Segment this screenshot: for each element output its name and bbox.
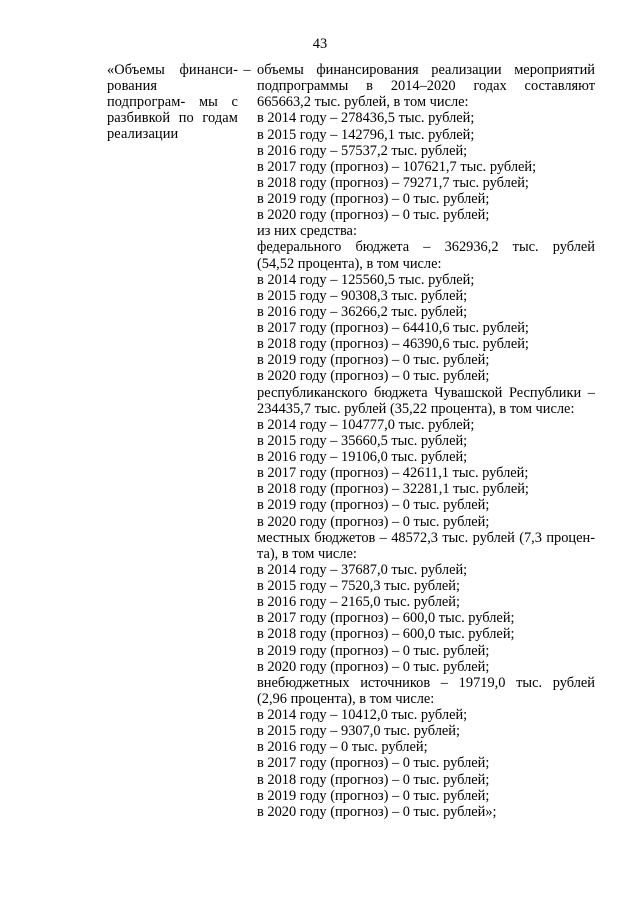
content-line: в 2018 году (прогноз) – 46390,6 тыс. рублей; xyxy=(257,336,529,353)
row-label-line: рования подпрограм- xyxy=(107,78,186,111)
content-line: в 2017 году (прогноз) – 0 тыс. рублей; xyxy=(257,755,490,772)
row-label xyxy=(107,62,238,142)
content-line: (54,52 процента), в том числе: xyxy=(257,255,442,272)
content-line: внебюджетных источников – 19719,0 тыс. рублей xyxy=(257,674,595,691)
content-line: 234435,7 тыс. рублей (35,22 процента), в том числе: xyxy=(257,400,575,417)
page-number: 43 xyxy=(312,36,328,52)
content-line: в 2018 году (прогноз) – 600,0 тыс. рублей; xyxy=(257,626,515,643)
content-line: в 2015 году – 7520,3 тыс. рублей; xyxy=(257,578,460,594)
row-content xyxy=(257,62,595,820)
content-line: в 2014 году – 125560,5 тыс. рублей; xyxy=(257,271,475,288)
content-line: в 2016 году – 57537,2 тыс. рублей; xyxy=(257,142,468,159)
content-line: в 2016 году – 19106,0 тыс. рублей; xyxy=(257,449,468,465)
content-line: в 2020 году (прогноз) – 0 тыс. рублей; xyxy=(257,368,490,385)
content-line: подпрограммы в 2014–2020 годах составляют xyxy=(257,78,595,95)
content-line: в 2017 году (прогноз) – 107621,7 тыс. рублей; xyxy=(257,158,537,175)
content-line: 665663,2 тыс. рублей, в том числе: xyxy=(257,94,469,111)
row-label-line: годам реализации xyxy=(107,110,238,143)
content-line: федерального бюджета – 362936,2 тыс. рублей xyxy=(257,239,595,256)
content-line: в 2014 году – 37687,0 тыс. рублей; xyxy=(257,561,468,578)
content-line: в 2019 году (прогноз) – 0 тыс. рублей; xyxy=(257,787,490,804)
content-line: в 2019 году (прогноз) – 0 тыс. рублей; xyxy=(257,352,490,369)
content-line: в 2018 году (прогноз) – 79271,7 тыс. рублей; xyxy=(257,174,529,191)
content-line: в 2016 году – 2165,0 тыс. рублей; xyxy=(257,594,460,611)
content-line: в 2017 году (прогноз) – 42611,1 тыс. рублей; xyxy=(257,465,529,482)
content-line: в 2018 году (прогноз) – 32281,1 тыс. рублей; xyxy=(257,481,529,498)
content-line: в 2019 году (прогноз) – 0 тыс. рублей; xyxy=(257,191,490,207)
content-line: в 2017 году (прогноз) – 64410,6 тыс. рублей; xyxy=(257,320,529,336)
content-line: (2,96 процента), в том числе: xyxy=(257,690,435,707)
content-line: в 2018 году (прогноз) – 0 тыс. рублей; xyxy=(257,771,490,788)
row-label-line: «Объемы финанси- xyxy=(107,62,238,78)
separator-dash: – xyxy=(243,62,251,78)
row-label-line: мы с разбивкой по xyxy=(107,94,238,127)
content-line: в 2014 году – 10412,0 тыс. рублей; xyxy=(257,707,468,723)
content-line: в 2014 году – 104777,0 тыс. рублей; xyxy=(257,416,475,433)
content-line: в 2015 году – 35660,5 тыс. рублей; xyxy=(257,432,468,449)
content-line: объемы финансирования реализации мероприятий xyxy=(257,62,595,78)
content-line: из них средства: xyxy=(257,223,357,240)
content-line: в 2015 году – 142796,1 тыс. рублей; xyxy=(257,126,475,143)
content-line: в 2020 году (прогноз) – 0 тыс. рублей»; xyxy=(257,803,497,820)
content-line: в 2016 году – 36266,2 тыс. рублей; xyxy=(257,303,468,320)
content-line: республиканского бюджета Чувашской Республики – xyxy=(257,384,595,401)
content-line: в 2016 году – 0 тыс. рублей; xyxy=(257,739,428,756)
content-line: в 2015 году – 9307,0 тыс. рублей; xyxy=(257,723,460,740)
content-line: в 2019 году (прогноз) – 0 тыс. рублей; xyxy=(257,642,490,659)
content-line: в 2015 году – 90308,3 тыс. рублей; xyxy=(257,287,468,304)
content-line: та), в том числе: xyxy=(257,545,357,562)
content-line: в 2014 году – 278436,5 тыс. рублей; xyxy=(257,110,475,127)
content-line: в 2020 году (прогноз) – 0 тыс. рублей; xyxy=(257,207,490,224)
content-line: местных бюджетов – 48572,3 тыс. рублей (7,3 процен- xyxy=(257,529,595,546)
content-line: в 2020 году (прогноз) – 0 тыс. рублей; xyxy=(257,658,490,675)
content-line: в 2017 году (прогноз) – 600,0 тыс. рублей; xyxy=(257,610,515,627)
content-line: в 2020 году (прогноз) – 0 тыс. рублей; xyxy=(257,513,490,530)
content-line: в 2019 году (прогноз) – 0 тыс. рублей; xyxy=(257,497,490,514)
